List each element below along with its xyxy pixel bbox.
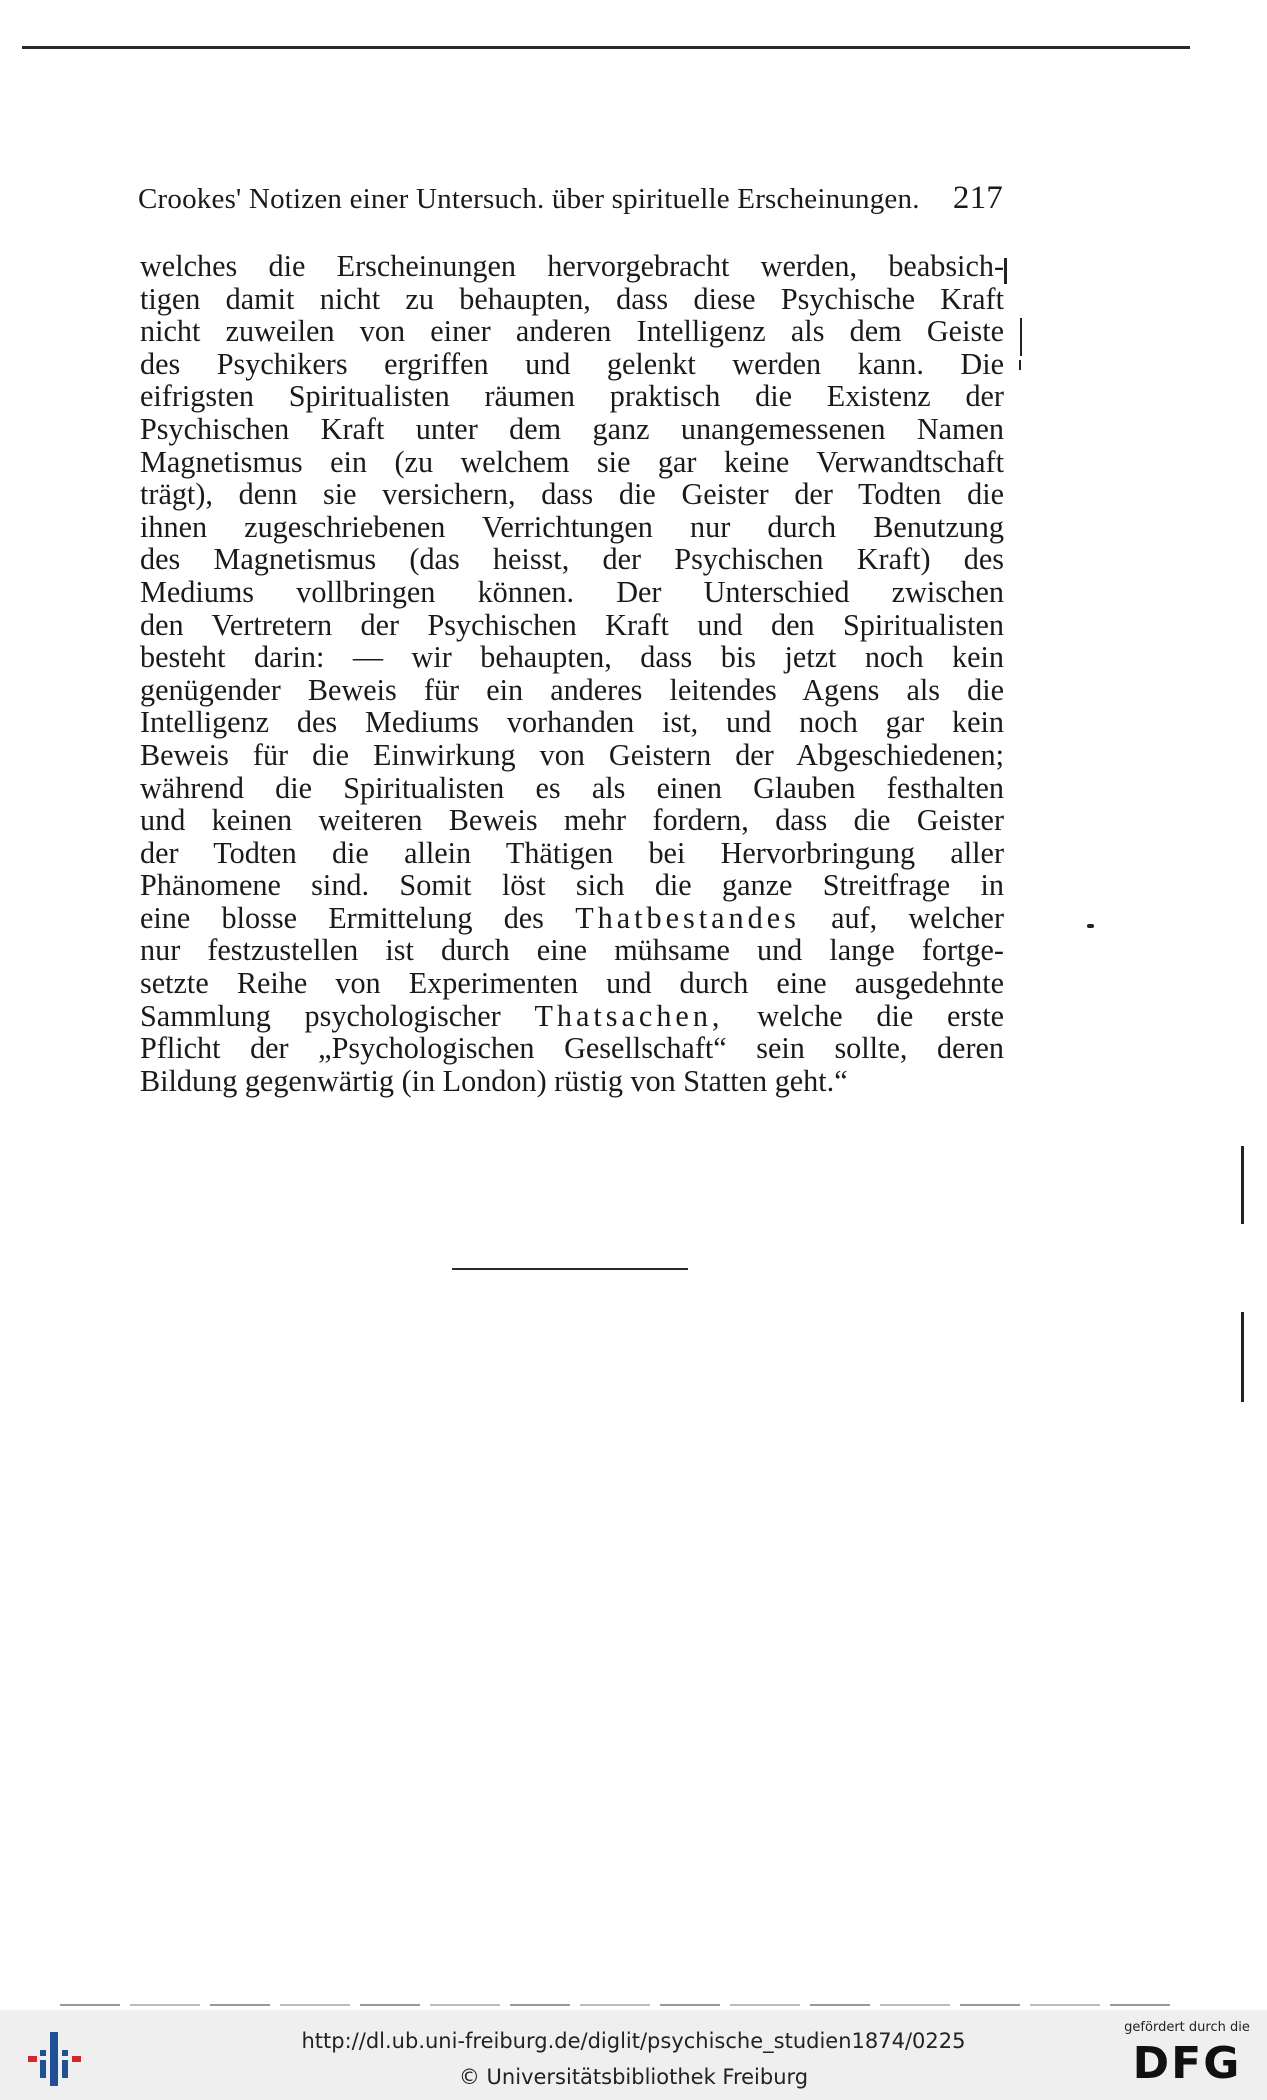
spaced-term: Thatbestandes <box>575 900 800 935</box>
text-line: des Psychikers ergriffen und gelenkt werden kann. Die <box>140 346 1004 381</box>
top-rule <box>22 46 1190 49</box>
text-line: des Magnetismus (das heisst, der Psychischen Kraft) des <box>140 542 1004 577</box>
text-segment: auf, welcher <box>831 900 1004 935</box>
text-segment: welche die erste <box>757 998 1005 1033</box>
text-line <box>140 1000 1004 1033</box>
text-line-last: Bildung gegenwärtig (in London) rüstig von Statten geht.“ <box>140 1063 848 1098</box>
margin-mark <box>1241 1312 1244 1402</box>
text-line: setzte Reihe von Experimenten und durch eine ausgedehnte <box>140 966 1004 1001</box>
text-line: Psychischen Kraft unter dem ganz unangemessenen Namen <box>140 411 1004 446</box>
running-head-title: Crookes' Notizen einer Untersuch. über spirituelle Erscheinungen. <box>138 183 920 215</box>
body-text <box>140 250 1004 1097</box>
dfg-tagline: gefördert durch die <box>1124 2020 1250 2035</box>
running-head <box>138 180 1003 217</box>
text-line: Magnetismus ein (zu welchem sie gar keine Verwandtschaft <box>140 444 1004 479</box>
text-line: Phänomene sind. Somit löst sich die ganze Streitfrage in <box>140 868 1004 903</box>
text-line: Mediums vollbringen können. Der Unterschied zwischen <box>140 574 1004 609</box>
text-line: Pflicht der „Psychologischen Gesellschaft“ sein sollte, deren <box>140 1031 1004 1066</box>
text-line: Beweis für die Einwirkung von Geistern der Abgeschiedenen; <box>140 737 1004 772</box>
text-line: welches die Erscheinungen hervorgebracht werden, beabsich- <box>140 249 1004 283</box>
margin-dot <box>1087 924 1094 928</box>
footer <box>0 2010 1267 2100</box>
text-line: besteht darin: — wir behaupten, dass bis jetzt noch kein <box>140 640 1004 675</box>
margin-mark <box>1019 360 1021 370</box>
text-line: ihnen zugeschriebenen Verrichtungen nur durch Benutzung <box>140 509 1004 544</box>
footer-copyright: © Universitätsbibliothek Freiburg <box>458 2065 809 2089</box>
text-line: genügender Beweis für ein anderes leitendes Agens als die <box>140 672 1004 707</box>
text-line <box>140 902 1004 935</box>
spaced-term: Thatsachen, <box>534 998 724 1033</box>
section-end-rule <box>452 1268 688 1270</box>
text-line: trägt), denn sie versichern, dass die Geister der Todten die <box>140 477 1004 512</box>
text-line: und keinen weiteren Beweis mehr fordern, dass die Geister <box>140 803 1004 838</box>
margin-mark <box>1004 258 1007 284</box>
text-line: Intelligenz des Mediums vorhanden ist, und noch gar kein <box>140 705 1004 740</box>
text-segment: Sammlung psychologischer <box>140 998 501 1033</box>
text-line: während die Spiritualisten es als einen Glauben festhalten <box>140 770 1004 805</box>
text-segment: eine blosse Ermittelung des <box>140 900 544 935</box>
margin-mark <box>1241 1146 1244 1224</box>
footer-url[interactable]: http://dl.ub.uni-freiburg.de/diglit/psychische_studien1874/0225 <box>301 2029 966 2053</box>
dfg-logo <box>1118 2020 1256 2092</box>
text-line: nicht zuweilen von einer anderen Intelligenz als dem Geiste <box>140 314 1004 349</box>
dfg-logo-letters: DFG <box>1132 2038 1242 2089</box>
text-line: eifrigsten Spiritualisten räumen praktisch die Existenz der <box>140 379 1004 414</box>
text-line: nur festzustellen ist durch eine mühsame und lange fortge- <box>140 933 1004 968</box>
page-number: 217 <box>952 180 1003 216</box>
text-line: der Todten die allein Thätigen bei Hervorbringung aller <box>140 835 1004 870</box>
text-line: den Vertretern der Psychischen Kraft und den Spiritualisten <box>140 607 1004 642</box>
text-line: tigen damit nicht zu behaupten, dass diese Psychische Kraft <box>140 281 1004 316</box>
margin-mark <box>1020 318 1022 356</box>
bottom-scan-rule <box>60 2004 1180 2006</box>
